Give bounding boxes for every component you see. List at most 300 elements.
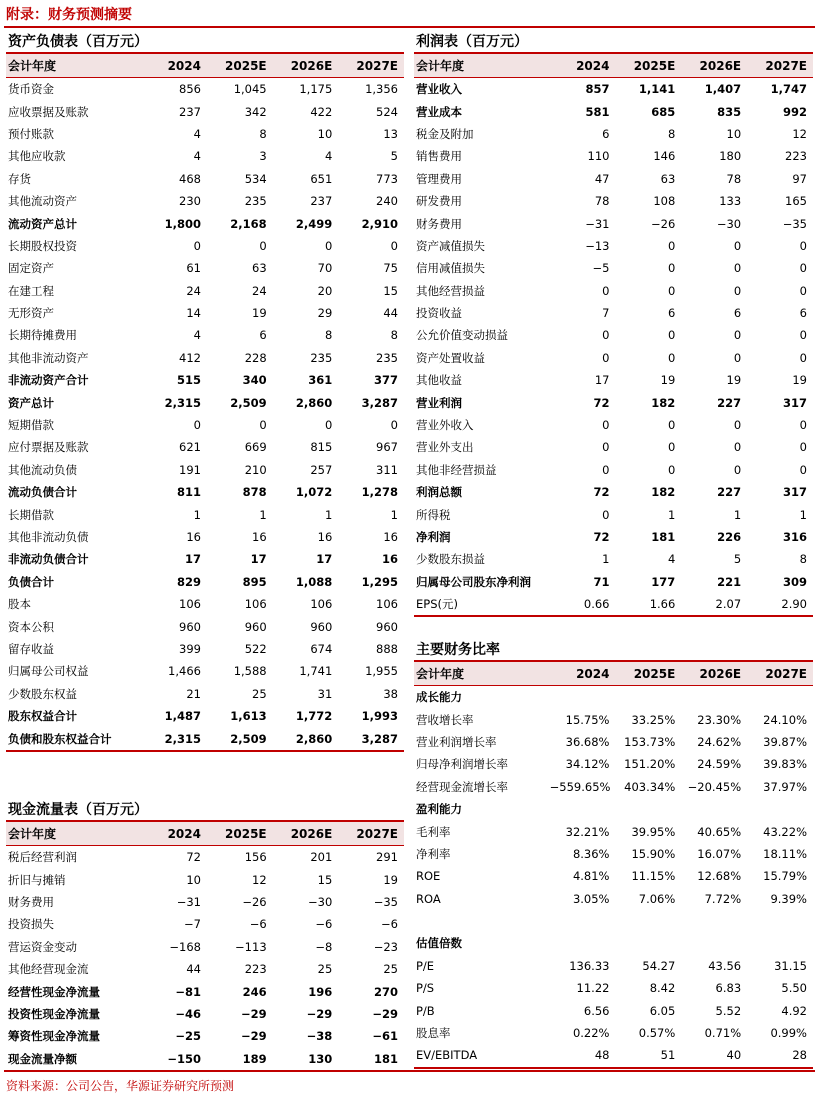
table-row	[6, 168, 404, 190]
row-label: 股息率	[416, 1026, 451, 1041]
row-value: 6	[733, 306, 742, 321]
table-row	[414, 503, 813, 525]
row-label: 营业外支出	[416, 440, 474, 455]
row-value: 992	[782, 104, 807, 119]
row-value	[550, 910, 616, 932]
row-value: −30	[716, 216, 742, 231]
row-label: 筹资性现金净流量	[8, 1029, 100, 1044]
header-year: 2026E	[273, 53, 339, 78]
row-value: 39.87%	[763, 734, 807, 749]
table-row	[414, 212, 813, 234]
row-label	[414, 910, 550, 932]
row-value: 36.68%	[565, 734, 610, 749]
row-value: 2,860	[295, 395, 333, 410]
row-label: 资产处置收益	[416, 350, 485, 365]
row-value: 227	[717, 485, 742, 500]
row-value: 182	[651, 395, 676, 410]
table-row	[6, 891, 404, 913]
title-rule	[4, 26, 815, 28]
row-value: −35	[373, 894, 398, 909]
row-label: P/B	[416, 1003, 435, 1018]
row-value: 78	[726, 171, 742, 186]
row-label: 净利率	[416, 846, 451, 861]
row-label: 非流动资产合计	[8, 373, 89, 388]
category-row	[414, 686, 813, 709]
row-value: 0	[602, 462, 610, 477]
row-value: 835	[717, 104, 742, 119]
table-row	[6, 705, 404, 727]
row-value: 1,295	[361, 574, 398, 589]
row-value: 63	[252, 261, 267, 276]
row-value: −13	[585, 238, 610, 253]
table-row	[414, 168, 813, 190]
row-value: 227	[717, 395, 742, 410]
row-value: 960	[244, 619, 267, 634]
row-label: EV/EBITDA	[416, 1048, 478, 1063]
row-value: 221	[717, 574, 742, 589]
row-value: 16	[186, 530, 201, 544]
row-value: 515	[176, 373, 201, 388]
row-value: 223	[785, 149, 807, 164]
table-row	[414, 1044, 813, 1067]
row-value: 191	[179, 462, 201, 477]
row-label: 营业利润增长率	[416, 734, 497, 749]
row-value: 8.42	[649, 981, 676, 996]
row-value: 165	[785, 194, 807, 209]
row-label: 投资收益	[416, 306, 462, 321]
row-value: −81	[175, 984, 201, 999]
header-label: 会计年度	[414, 53, 550, 78]
row-value: 0	[667, 440, 676, 455]
row-value: 0	[602, 328, 610, 343]
row-value: 0	[667, 283, 676, 298]
row-value	[747, 798, 813, 820]
table-row	[414, 731, 813, 753]
row-label: 固定资产	[8, 261, 54, 276]
row-value: 8	[259, 126, 267, 141]
row-value: 75	[383, 261, 398, 276]
row-value: 0	[602, 440, 610, 455]
table-row	[6, 145, 404, 167]
row-value: 0	[733, 350, 742, 365]
row-value: 4.81%	[572, 869, 610, 884]
row-label: 其他流动资产	[8, 194, 77, 209]
row-value: 181	[651, 530, 676, 544]
row-value: 674	[310, 641, 333, 656]
header-row	[6, 821, 404, 846]
row-value: 106	[179, 597, 201, 612]
row-value: 0	[667, 350, 676, 365]
row-value: 0	[799, 328, 807, 343]
row-value: 33.25%	[631, 712, 676, 727]
table-row	[6, 369, 404, 391]
row-value: 130	[308, 1051, 333, 1066]
row-value: 8	[799, 552, 807, 567]
row-value: 5	[733, 552, 742, 567]
row-value: 54.27	[642, 958, 676, 973]
row-value: 0	[667, 238, 676, 253]
row-value: 0	[799, 350, 807, 365]
table-row	[414, 820, 813, 842]
table-row	[6, 481, 404, 503]
row-value: 10	[186, 872, 201, 887]
row-value: 201	[310, 850, 333, 865]
row-value: 21	[186, 686, 201, 701]
footer-rule	[4, 1070, 815, 1072]
row-value: 61	[186, 261, 201, 276]
row-value: 311	[376, 462, 398, 477]
row-value: 43.56	[708, 958, 742, 973]
row-value: 1,613	[230, 709, 267, 724]
row-value: 156	[244, 850, 267, 865]
row-value: 5	[390, 149, 398, 164]
row-value: 7	[602, 306, 610, 321]
row-value	[747, 932, 813, 954]
balance-table	[6, 52, 404, 752]
row-value: 6.56	[583, 1003, 610, 1018]
row-value: 1	[602, 552, 610, 567]
row-value: 1,747	[770, 82, 807, 97]
row-value: 0.71%	[704, 1026, 742, 1041]
table-row	[6, 958, 404, 980]
table-row	[414, 190, 813, 212]
row-value: 16	[317, 530, 333, 544]
row-value: 1	[259, 507, 267, 522]
row-label: 营业利润	[416, 395, 462, 410]
row-value: 230	[179, 194, 201, 209]
row-label: 在建工程	[8, 283, 54, 298]
row-value: 237	[179, 104, 201, 119]
row-value: −150	[167, 1051, 201, 1066]
row-value: 15.90%	[631, 846, 676, 861]
row-value: 0	[602, 283, 610, 298]
row-value: 17	[594, 373, 610, 388]
row-value: 4	[324, 149, 333, 164]
row-value: 0	[667, 328, 676, 343]
row-value: 108	[653, 194, 676, 209]
header-year: 2025E	[207, 53, 273, 78]
row-value: 1	[733, 507, 742, 522]
row-value: −20.45%	[687, 779, 742, 794]
table-row	[6, 571, 404, 593]
row-value: 1,588	[233, 664, 267, 679]
row-value: 24.62%	[697, 734, 742, 749]
row-value: 196	[308, 984, 333, 999]
row-value: 1,772	[295, 709, 333, 724]
table-row	[414, 459, 813, 481]
table-row	[414, 865, 813, 887]
row-value: 110	[587, 149, 610, 164]
row-value: 226	[717, 530, 742, 544]
row-value: 11.15%	[631, 869, 676, 884]
row-label: 营业外收入	[416, 418, 474, 433]
row-label: 其他收益	[416, 373, 462, 388]
row-value: 24.10%	[763, 712, 807, 727]
row-value: 534	[244, 171, 267, 186]
row-label: 公允价值变动损益	[416, 328, 508, 343]
row-value: 0	[733, 283, 742, 298]
table-row	[6, 868, 404, 890]
table-row	[414, 843, 813, 865]
row-value: 8.36%	[572, 846, 610, 861]
row-value: 4	[193, 328, 201, 343]
income-statement-section	[414, 32, 813, 617]
header-year: 2024	[550, 661, 616, 686]
row-value: 15.75%	[565, 712, 610, 727]
row-value: 5.52	[715, 1003, 742, 1018]
row-value: 4	[667, 552, 676, 567]
row-value: 773	[376, 171, 398, 186]
row-value: 32.21%	[565, 824, 610, 839]
row-value: 0.66	[583, 597, 610, 612]
row-value: 0.57%	[638, 1026, 676, 1041]
row-label: 财务费用	[8, 894, 54, 909]
row-value: 24.59%	[697, 757, 742, 772]
row-value: 44	[383, 306, 398, 321]
row-value: 15.79%	[763, 869, 807, 884]
row-value: 12	[792, 126, 807, 141]
row-value: 246	[242, 984, 267, 999]
row-value	[550, 798, 616, 820]
row-value: 17	[250, 552, 267, 567]
table-row	[6, 548, 404, 570]
row-value: 0	[733, 328, 742, 343]
table-row	[414, 571, 813, 593]
balance-title: 资产负债表（百万元）	[8, 34, 148, 50]
row-value: 16.07%	[697, 846, 742, 861]
row-value: 1,407	[704, 82, 742, 97]
row-value: 37.97%	[763, 779, 807, 794]
table-row	[6, 727, 404, 750]
row-value: −38	[306, 1029, 333, 1044]
row-value: 78	[594, 194, 610, 209]
row-value: 0	[324, 238, 333, 253]
row-value	[615, 910, 681, 932]
row-value: 7.06%	[638, 891, 676, 906]
row-value: −25	[175, 1029, 201, 1044]
category-row	[414, 798, 813, 820]
row-value: 1,072	[295, 485, 333, 500]
row-value: 177	[651, 574, 676, 589]
row-value: 223	[244, 962, 267, 977]
table-row	[6, 324, 404, 346]
row-value: 960	[376, 619, 398, 634]
row-value: 15	[317, 872, 333, 887]
row-value: 6	[799, 306, 807, 321]
row-value: 0	[799, 238, 807, 253]
row-value	[550, 686, 616, 709]
row-value: 422	[310, 104, 333, 119]
row-value: 1	[390, 507, 398, 522]
row-label: 现金流量净额	[8, 1051, 77, 1066]
row-value: −46	[175, 1006, 201, 1021]
row-value: 34.12%	[565, 757, 610, 772]
row-label: 营运资金变动	[8, 939, 77, 954]
row-value	[747, 686, 813, 709]
row-value: 1,466	[168, 664, 201, 679]
row-value: 72	[593, 395, 610, 410]
row-value: 19	[726, 373, 742, 388]
row-value: 340	[242, 373, 267, 388]
row-value: 0	[602, 507, 610, 522]
table-row	[6, 683, 404, 705]
row-value: 189	[242, 1051, 267, 1066]
row-value: 1	[667, 507, 676, 522]
row-value: 2,860	[295, 731, 333, 746]
row-value: 895	[242, 574, 267, 589]
row-value: 6.83	[715, 981, 742, 996]
table-row	[6, 660, 404, 682]
row-label: 少数股东权益	[8, 686, 77, 701]
financial-ratios-section	[414, 640, 813, 1069]
row-value: 8	[667, 126, 676, 141]
row-value: 878	[242, 485, 267, 500]
row-value: 235	[244, 194, 267, 209]
table-row	[414, 414, 813, 436]
row-value: 72	[593, 485, 610, 500]
row-value: 3,287	[361, 731, 398, 746]
table-row	[6, 593, 404, 615]
table-row	[6, 414, 404, 436]
table-row	[414, 235, 813, 257]
table-row	[6, 257, 404, 279]
table-row	[6, 280, 404, 302]
table-row	[6, 913, 404, 935]
table-row	[6, 846, 404, 869]
row-value: −5	[592, 261, 610, 276]
row-value: −29	[372, 1006, 398, 1021]
row-label: 投资损失	[8, 917, 54, 932]
row-value: 0	[602, 418, 610, 433]
row-label: 负债合计	[8, 574, 54, 589]
row-value	[681, 932, 747, 954]
row-value: 3	[259, 149, 267, 164]
row-label: 管理费用	[416, 171, 462, 186]
header-label: 会计年度	[6, 821, 141, 846]
row-value: 210	[244, 462, 267, 477]
row-value: 48	[594, 1048, 610, 1063]
ratios-title: 主要财务比率	[416, 642, 500, 658]
row-value: −26	[651, 216, 676, 231]
row-value: 412	[179, 350, 201, 365]
row-value: 19	[792, 373, 807, 388]
row-value: 811	[176, 485, 201, 500]
row-value: 19	[383, 872, 398, 887]
header-year: 2026E	[273, 821, 339, 846]
table-row	[414, 776, 813, 798]
cash-flow-section	[6, 800, 404, 1072]
header-year: 2025E	[615, 661, 681, 686]
row-value: 960	[179, 619, 201, 634]
row-label: 长期借款	[8, 507, 54, 522]
row-value: 1,278	[361, 485, 398, 500]
table-row	[6, 212, 404, 234]
header-year: 2024	[141, 53, 207, 78]
row-label: 非流动负债合计	[8, 552, 89, 567]
row-value: 1,993	[361, 709, 398, 724]
row-value: 361	[308, 373, 333, 388]
header-row	[6, 53, 404, 78]
row-label: ROA	[416, 891, 441, 906]
table-row	[414, 78, 813, 101]
row-value: 6	[602, 126, 610, 141]
row-value: 24	[186, 283, 201, 298]
row-value: 25	[317, 962, 333, 977]
header-year: 2024	[141, 821, 207, 846]
row-value: 316	[782, 530, 807, 544]
row-value: 0	[667, 462, 676, 477]
row-value	[681, 686, 747, 709]
row-value: −29	[306, 1006, 333, 1021]
table-row	[6, 436, 404, 458]
row-value: 468	[179, 171, 201, 186]
row-value: 581	[585, 104, 610, 119]
row-label: ROE	[416, 869, 441, 884]
table-row	[6, 190, 404, 212]
row-value: 1,955	[365, 664, 398, 679]
header-label: 会计年度	[414, 661, 550, 686]
row-value: 180	[719, 149, 742, 164]
table-row	[6, 526, 404, 548]
table-row	[414, 955, 813, 977]
row-value: 2,910	[361, 216, 398, 231]
row-value: 5.50	[781, 981, 807, 996]
row-value: 621	[179, 440, 201, 455]
row-label: 折旧与摊销	[8, 872, 66, 887]
row-label: 股本	[8, 597, 31, 612]
row-value: −6	[381, 917, 398, 932]
table-row	[6, 1025, 404, 1047]
row-value: 235	[376, 350, 398, 365]
row-value: 888	[376, 641, 398, 656]
row-label: 营业收入	[416, 82, 462, 97]
row-label: 营业成本	[416, 104, 462, 119]
row-value: 270	[373, 984, 398, 999]
row-value: −168	[169, 939, 201, 954]
row-value: 522	[244, 641, 267, 656]
row-label: 其他应收款	[8, 149, 66, 164]
row-value: 967	[376, 440, 398, 455]
header-year: 2027E	[338, 53, 404, 78]
row-value: 1	[324, 507, 333, 522]
row-value: 1,800	[164, 216, 201, 231]
row-value: 25	[252, 686, 267, 701]
table-row	[414, 1022, 813, 1044]
row-value	[681, 910, 747, 932]
row-label: 归属母公司权益	[8, 664, 89, 679]
row-label: 应付票据及账款	[8, 440, 89, 455]
header-year: 2026E	[681, 661, 747, 686]
row-value: 43.22%	[763, 824, 807, 839]
row-value: 829	[176, 574, 201, 589]
row-label: 经营现金流增长率	[416, 779, 508, 794]
row-value: 16	[252, 530, 267, 544]
row-value: 317	[782, 395, 807, 410]
row-value	[747, 910, 813, 932]
row-label: 信用减值损失	[416, 261, 485, 276]
row-value: 651	[310, 171, 333, 186]
row-label: 短期借款	[8, 418, 54, 433]
row-value: 0	[667, 418, 676, 433]
row-value	[615, 686, 681, 709]
row-value	[550, 932, 616, 954]
table-row	[414, 391, 813, 413]
row-label: 其他经营现金流	[8, 962, 89, 977]
row-label: 长期股权投资	[8, 238, 77, 253]
table-row	[414, 753, 813, 775]
page-title: 附录：财务预测摘要	[6, 7, 132, 23]
row-value: 6	[259, 328, 267, 343]
